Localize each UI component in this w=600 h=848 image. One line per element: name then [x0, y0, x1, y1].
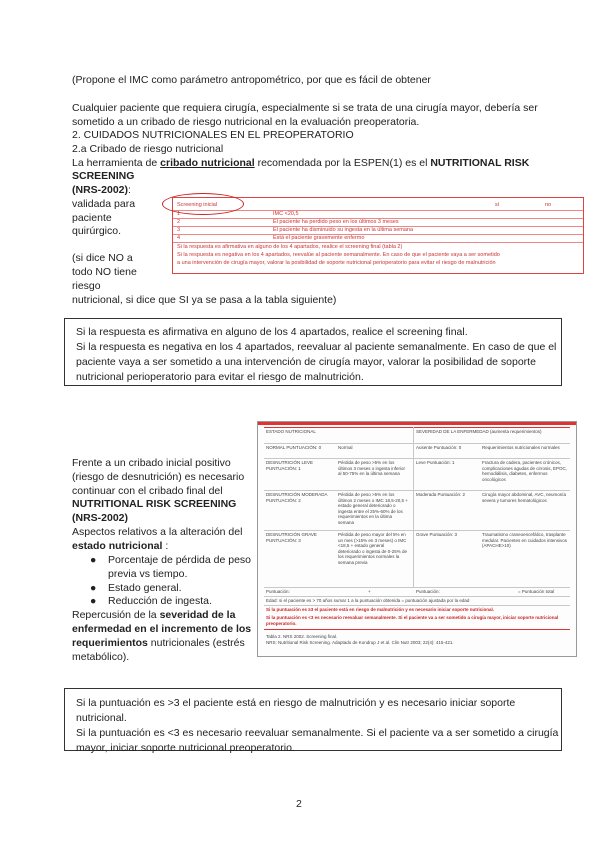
- cell: Edad: si el paciente es > 70 años sumar 1 a la puntuación obtenida = puntuación ajustada por la edad: [266, 598, 470, 603]
- box-line: nutricional perioperatorio para evitar el riesgo de malnutrición.: [76, 371, 364, 383]
- box-line: Si la puntuación es >3 el paciente está en riesgo de malnutrición y es necesario iniciar soporte nutricional.: [76, 697, 516, 724]
- left-bold: NUTRITIONAL RISK SCREENING: [72, 498, 237, 510]
- left-line: continuar con el cribado final del: [72, 485, 223, 497]
- validated-line: validada para: [72, 198, 136, 210]
- cell: Cirugía mayor abdominal, AVC, neumonía severa y tumores hematológicos: [482, 492, 566, 503]
- rep-line3: [72, 636, 245, 650]
- col-si: sí: [495, 202, 500, 208]
- th-right: SEVERIDAD DE LA ENFERMEDAD (aumenta requerimientos): [416, 429, 542, 434]
- cell: Ausente Puntuación: 0: [416, 445, 462, 450]
- nrs-label: [72, 183, 131, 197]
- cell: DESNUTRICIÓN LEVE PUNTUACIÓN: 1: [266, 460, 314, 471]
- nutricional-line: nutricional, si dice que SI ya se pasa a la tabla siguiente): [72, 294, 337, 306]
- estado-bold: estado nutricional: [72, 540, 163, 552]
- tool-pre: La herramienta de: [72, 157, 161, 169]
- row-text: El paciente ha disminuido su ingesta en la última semana: [273, 227, 414, 233]
- rep-bold: severidad de la: [159, 609, 236, 621]
- row-num: 1: [177, 211, 181, 217]
- row-num: 3: [177, 227, 181, 233]
- cell: Fractura de cadera, pacientes crónicos, complicaciones agudas de cirrosis, EPOC, hemodiálisis, diabetes, enfermos oncológicos: [482, 460, 568, 482]
- left-line: Aspectos relativos a la alteración del: [72, 526, 243, 538]
- cell: Traumatismo craneoencefálico, trasplante medular. Pacientes en cuidados intensivos (APACHE>10): [482, 532, 568, 548]
- nrs-colon: :: [128, 184, 131, 196]
- row-num: 2: [177, 219, 181, 225]
- cell: Normal: [338, 445, 353, 450]
- cell: = Puntuación total: [518, 589, 555, 594]
- tool-post: recomendada por la ESPEN(1) es el: [254, 157, 431, 169]
- cell: Puntuación:: [416, 589, 440, 594]
- bullet-text: Reducción de ingesta.: [108, 595, 212, 607]
- tool-link[interactable]: cribado nutricional: [160, 157, 255, 169]
- cell: Grave Puntuación: 3: [416, 532, 458, 537]
- left-bold: (NRS-2002): [72, 512, 129, 524]
- table-source: Tabla 2. NRS 2002. Screening final.: [266, 634, 338, 639]
- row-text: IMC <20,5: [273, 211, 299, 217]
- box-line: Si la puntuación es <3 es necesario reevaluar semanalmente. Si el paciente va a ser sometido a cirugía: [76, 727, 559, 739]
- box-line: Si la respuesta es afirmativa en alguno de los 4 apartados, realice el screening final.: [76, 326, 468, 338]
- estado-colon: :: [162, 540, 169, 552]
- left-line: (riesgo de desnutrición) es necesario: [72, 471, 245, 483]
- cell: Pérdida de peso >5% en los últimos 2 meses o IMC 18,5-20,5 + estado general deteriorado o ingesta entre el 25%-60% de los requerimientos en la última semana: [338, 492, 408, 525]
- bullet-dot: ●: [90, 554, 97, 566]
- nrs-table: [257, 421, 577, 657]
- cell: Puntuación:: [266, 589, 290, 594]
- imc-note: (Propone el IMC como parámetro antropométrico, por que es fácil de obtener: [72, 74, 431, 86]
- tool-line: [72, 156, 529, 170]
- row-text: El paciente ha perdido peso en los últimos 3 meses: [273, 219, 399, 225]
- cell: Pérdida de peso >5% en los últimos 3 meses o ingesta inferior al 50-75% en la última semana: [338, 460, 406, 476]
- section-heading: 2. CUIDADOS NUTRICIONALES EN EL PREOPERATORIO: [72, 129, 354, 141]
- table-red-bar: [258, 422, 576, 425]
- nrs-bold: (NRS-2002): [72, 184, 129, 196]
- rep-post: nutricionales (estrés: [147, 637, 245, 649]
- screening-result-box: [64, 318, 562, 386]
- screening-note: Si la respuesta es afirmativa en alguno de los 4 apartados, realice el screening final (tabla 2): [177, 244, 403, 250]
- cell: Requerimientos nutricionales normales: [482, 445, 560, 450]
- rep-bold3: requerimientos: [72, 637, 148, 649]
- validated-line: quirúrgico.: [72, 225, 122, 237]
- tool-name: NUTRITIONAL RISK: [430, 157, 530, 169]
- subsection-heading: 2.a Cribado de riesgo nutricional: [72, 143, 224, 155]
- left-line: Frente a un cribado inicial positivo: [72, 457, 231, 469]
- bullet-text: Estado general.: [108, 582, 182, 594]
- row-text: Está el paciente gravemente enfermo: [273, 235, 365, 241]
- bullet-dot: ●: [90, 595, 97, 607]
- cell: Leve Puntuación: 1: [416, 460, 455, 465]
- box-line: paciente vaya a ser sometido a una intervención de cirugía mayor, valorar la posibilidad de soporte: [76, 356, 536, 368]
- box-line: Si la respuesta es negativa en los 4 apartados, reevaluar al paciente semanalmente. En caso de que el: [76, 341, 557, 353]
- screening-note: Si la respuesta es negativa en los 4 apartados, reevalúe al paciente semanalmente. En caso de que el paciente vaya a ser sometido: [177, 252, 500, 258]
- box-line: mayor, iniciar soporte nutricional preoperatorio.: [76, 742, 295, 754]
- cell: Moderada Puntuación: 2: [416, 492, 466, 497]
- page-number: 2: [296, 798, 302, 810]
- screening-label: SCREENING: [72, 170, 135, 182]
- cell: NORMAL PUNTUACIÓN: 0: [266, 445, 322, 450]
- cell: DESNUTRICIÓN MODERADA PUNTUACIÓN: 2: [266, 492, 328, 503]
- puntuacion-box: [64, 688, 562, 754]
- cell: +: [368, 589, 371, 594]
- col-no: no: [545, 202, 552, 208]
- repercusion-line: [72, 608, 235, 622]
- rep-end: metabólico).: [72, 651, 130, 663]
- bullet-dot: ●: [90, 582, 97, 594]
- paragraph-line: sometido a un cribado de riesgo nutricional en la evaluación preoperatoria.: [72, 116, 420, 128]
- bullet-text: Porcentaje de pérdida de peso: [108, 554, 252, 566]
- paragraph-line: Cualquier paciente que requiera cirugía, especialmente si se trata de una cirugía mayor, debería ser: [72, 102, 538, 114]
- if-no-line: todo NO tiene: [72, 266, 137, 278]
- validated-line: paciente: [72, 212, 112, 224]
- row-num: 4: [177, 235, 181, 241]
- screening-header: Screening inicial: [177, 202, 218, 208]
- highlight-circle: [162, 193, 244, 215]
- if-no-line: (si dice NO a: [72, 252, 133, 264]
- red-note: Si la puntuación es <3 es necesario reevaluar semanalmente. Si el paciente va a ser sometido a cirugía mayor, iniciar soporte nutricional preoperatorio.: [266, 615, 559, 626]
- if-no-line: riesgo: [72, 280, 101, 292]
- screening-note: a una intervención de cirugía mayor, valorar la posibilidad de soporte nutricional perioperatorio para evitar el riesgo de malnutrición: [177, 260, 496, 266]
- estado-line: [72, 539, 168, 553]
- table-source: NRS: Nutritional Risk Screening. Adaptado de Kondrup J et al. Clin Nutr 2003; 22(4): 415-421.: [266, 640, 454, 645]
- red-note: Si la puntuación es ≥3 el paciente está en riesgo de malnutrición y es necesario iniciar soporte nutricional.: [266, 607, 495, 612]
- bullet-text: previa vs tiempo.: [108, 568, 188, 580]
- th-left: ESTADO NUTRICIONAL: [266, 429, 316, 434]
- rep-pre: Repercusión de la: [72, 609, 160, 621]
- cell: Pérdida de peso mayor del 5% en un mes (>15% en 3 meses) o IMC <18,5 + estado general deteriorado o ingesta de 0-25% de los requerimientos normales la semana previa: [338, 532, 408, 565]
- cell: DESNUTRICIÓN GRAVE PUNTUACIÓN: 3: [266, 532, 317, 543]
- rep-bold2: enfermedad en el incremento de los: [72, 623, 252, 635]
